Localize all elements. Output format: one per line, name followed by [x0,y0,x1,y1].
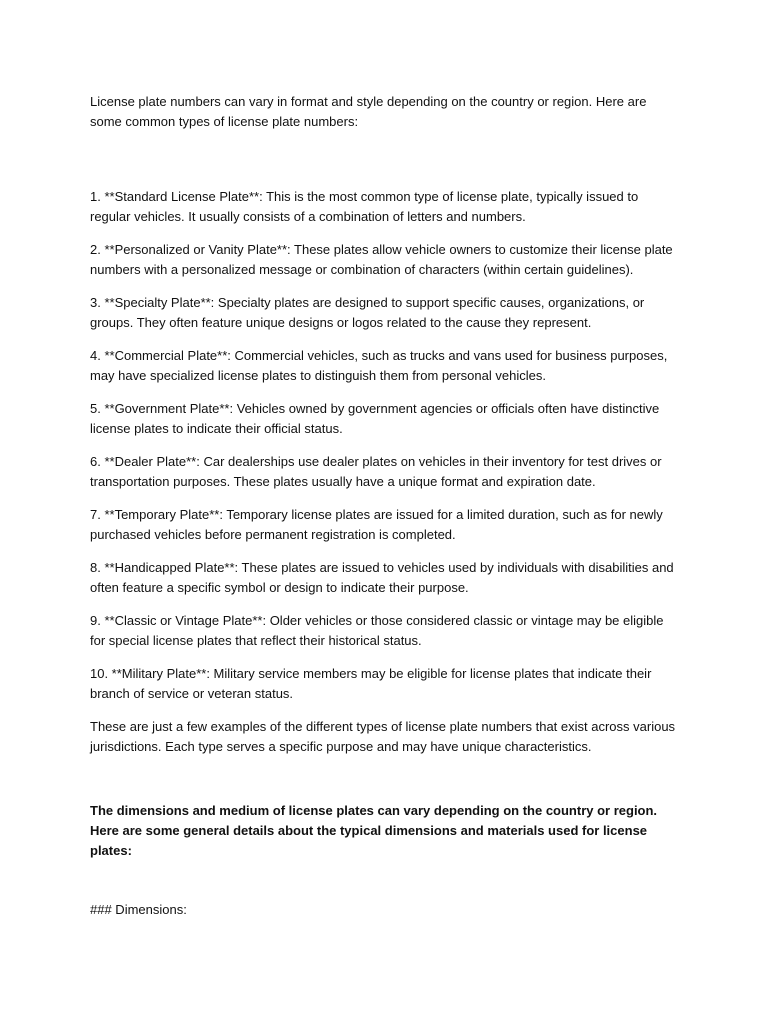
section-heading: ### Dimensions: [90,902,187,917]
list-item: 10. **Military Plate**: Military service members may be eligible for license plates that indicate their branch of service or veteran status. [90,666,652,701]
intro-paragraph: License plate numbers can vary in format and style depending on the country or region. Here are some common types of license plate numbers: [90,94,647,129]
dimensions-intro-paragraph: The dimensions and medium of license plates can vary depending on the country or region. Here are some general details about the typical dimensions and materials used for license plates: [90,803,658,858]
list-item: 2. **Personalized or Vanity Plate**: These plates allow vehicle owners to customize their license plate numbers with a personalized message or combination of characters (within certain guidelines). [90,242,673,277]
list-item: 7. **Temporary Plate**: Temporary license plates are issued for a limited duration, such as for newly purchased vehicles before permanent registration is completed. [90,507,663,542]
list-item: 3. **Specialty Plate**: Specialty plates are designed to support specific causes, organizations, or groups. They often feature unique designs or logos related to the cause they represent. [90,295,645,330]
closing-paragraph: These are just a few examples of the different types of license plate numbers that exist across various jurisdictions. Each type serves a specific purpose and may have unique characteristics. [90,719,676,754]
list-item: 1. **Standard License Plate**: This is the most common type of license plate, typically issued to regular vehicles. It usually consists of a combination of letters and numbers. [90,189,639,224]
plate-types-list [90,187,680,704]
list-item: 4. **Commercial Plate**: Commercial vehicles, such as trucks and vans used for business purposes, may have specialized license plates to distinguish them from personal vehicles. [90,348,668,383]
list-item: 9. **Classic or Vintage Plate**: Older vehicles or those considered classic or vintage may be eligible for special license plates that reflect their historical status. [90,613,664,648]
list-item: 5. **Government Plate**: Vehicles owned by government agencies or officials often have distinctive license plates to indicate their official status. [90,401,660,436]
list-item: 8. **Handicapped Plate**: These plates are issued to vehicles used by individuals with disabilities and often feature a specific symbol or design to indicate their purpose. [90,560,674,595]
list-item: 6. **Dealer Plate**: Car dealerships use dealer plates on vehicles in their inventory for test drives or transportation purposes. These plates usually have a unique format and expiration date. [90,454,662,489]
